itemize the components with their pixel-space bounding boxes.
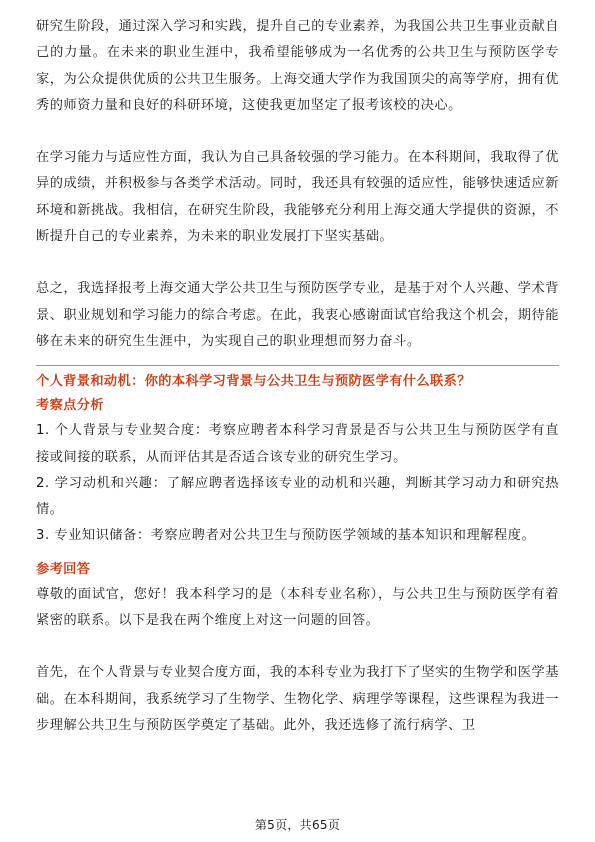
paragraph-gap bbox=[36, 634, 559, 660]
page-footer: 第5页，共65页 bbox=[254, 818, 341, 832]
answer-paragraph-1: 尊敬的面试官，您好！我本科学习的是（本科专业名称），与公共卫生与预防医学有着紧密的联系。以下是我在两个维度上对这一问题的回答。 bbox=[36, 586, 559, 629]
section-gap bbox=[36, 550, 559, 558]
intro-paragraph-2: 在学习能力与适应性方面，我认为自己具备较强的学习能力。在本科期间，我取得了优异的成绩，并积极参与各类学术活动。同时，我还具有较强的适应性，能够快速适应新环境和新挑战。我相信，在研究生阶段，我能够充分利用上海交通大学提供的资源，不断提升自己的专业素养，为未来的职业发展打下坚实基础。 bbox=[36, 150, 559, 245]
paragraph-gap bbox=[36, 119, 559, 145]
section-divider bbox=[36, 365, 559, 366]
analysis-item-2: 2. 学习动机和兴趣：了解应聘者选择该专业的动机和兴趣，判断其学习动力和研究热情。 bbox=[36, 475, 559, 518]
answer-paragraph-2: 首先，在个人背景与专业契合度方面，我的本科专业为我打下了坚实的生物学和医学基础。在本科期间，我系统学习了生物学、生物化学、病理学等课程，这些课程为我进一步理解公共卫生与预防医学奠定了基础。此外，我还选修了流行病学、卫 bbox=[36, 665, 559, 733]
intro-paragraph-3: 总之，我选择报考上海交通大学公共卫生与预防医学专业，是基于对个人兴趣、学术背景、职业规划和学习能力的综合考虑。在此，我衷心感谢面试官给我这个机会，期待能够在未来的研究生生涯中，为实现自己的职业理想而努力奋斗。 bbox=[36, 281, 559, 349]
answer-heading: 参考回答 bbox=[36, 561, 91, 577]
document-page bbox=[36, 14, 559, 739]
interview-question: 个人背景和动机：你的本科学习背景与公共卫生与预防医学有什么联系？ bbox=[36, 374, 471, 390]
intro-paragraph-1: 研究生阶段，通过深入学习和实践，提升自己的专业素养，为我国公共卫生事业贡献自己的力量。在未来的职业生涯中，我希望能够成为一名优秀的公共卫生与预防医学专家，为公众提供优质的公共卫生服务。上海交通大学作为我国顶尖的高等学府，拥有优秀的师资力量和良好的科研环境，这使我更加坚定了报考该校的决心。 bbox=[36, 19, 559, 113]
analysis-item-1: 1. 个人背景与专业契合度：考察应聘者本科学习背景是否与公共卫生与预防医学有直接或间接的联系，从而评估其是否适合该专业的研究生学习。 bbox=[36, 423, 559, 465]
analysis-heading: 考察点分析 bbox=[36, 398, 104, 414]
paragraph-gap bbox=[36, 250, 559, 276]
analysis-item-3: 3. 专业知识储备：考察应聘者对公共卫生与预防医学领域的基本知识和理解程度。 bbox=[36, 528, 536, 544]
